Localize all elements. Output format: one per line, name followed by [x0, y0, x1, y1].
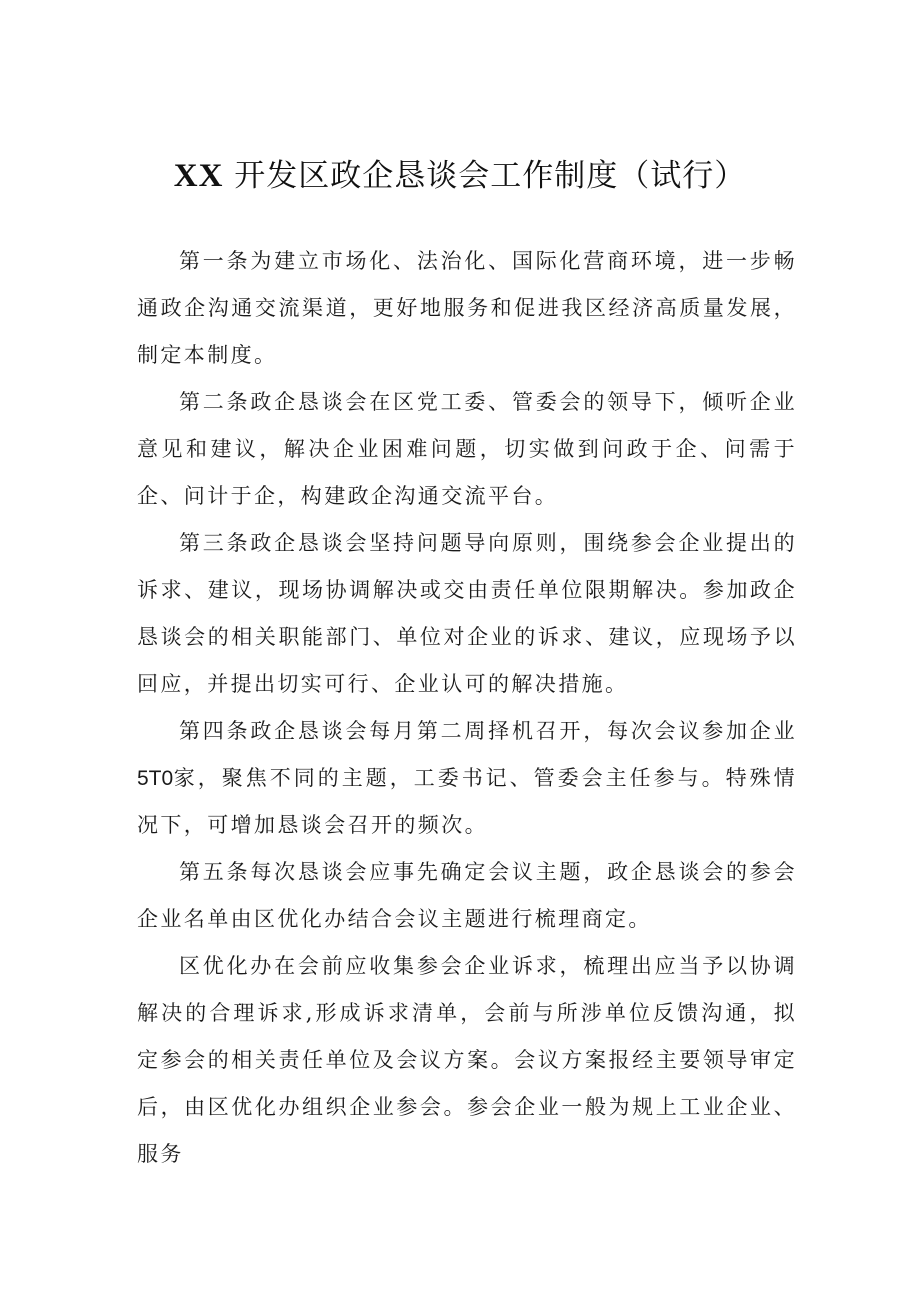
- paragraph-article-4: [137, 708, 797, 849]
- paragraph-article-3: 第三条政企恳谈会坚持问题导向原则，围绕参会企业提出的诉求、建议，现场协调解决或交由责任单位限期解决。参加政企恳谈会的相关职能部门、单位对企业的诉求、建议，应现场予以回应，并提出切实可行、企业认可的解决措施。: [137, 531, 797, 696]
- paragraph-optimization-office: 区优化办在会前应收集参会企业诉求，梳理出应当予以协调解决的合理诉求,形成诉求清单，会前与所涉单位反馈沟通，拟定参会的相关责任单位及会议方案。会议方案报经主要领导审定后，由区优化办组织企业参会。参会企业一般为规上工业企业、服务: [137, 954, 797, 1166]
- paragraph-article-5: 第五条每次恳谈会应事先确定会议主题，政企恳谈会的参会企业名单由区优化办结合会议主题进行梳理商定。: [137, 860, 797, 931]
- paragraph-article-1: 第一条为建立市场化、法治化、国际化营商环境，进一步畅通政企沟通交流渠道，更好地服务和促进我区经济高质量发展，制定本制度。: [137, 249, 797, 367]
- article-4-part-2: 家，聚焦不同的主题，工委书记、管委会主任参与。特殊情况下，可增加恳谈会召开的频次。: [137, 766, 797, 837]
- paragraph-article-2: 第二条政企恳谈会在区党工委、管委会的领导下，倾听企业意见和建议，解决企业困难问题，切实做到问政于企、问需于企、问计于企，构建政企沟通交流平台。: [137, 390, 797, 508]
- document-title: [0, 150, 920, 195]
- title-prefix: XX: [173, 158, 224, 194]
- article-4-part-1: 第四条政企恳谈会每月第二周择机召开，每次会议参加企业: [179, 719, 797, 743]
- document-body: [137, 238, 797, 1178]
- article-4-number: 5T0: [137, 767, 174, 790]
- title-main: 开发区政企恳谈会工作制度（试行）: [234, 158, 747, 194]
